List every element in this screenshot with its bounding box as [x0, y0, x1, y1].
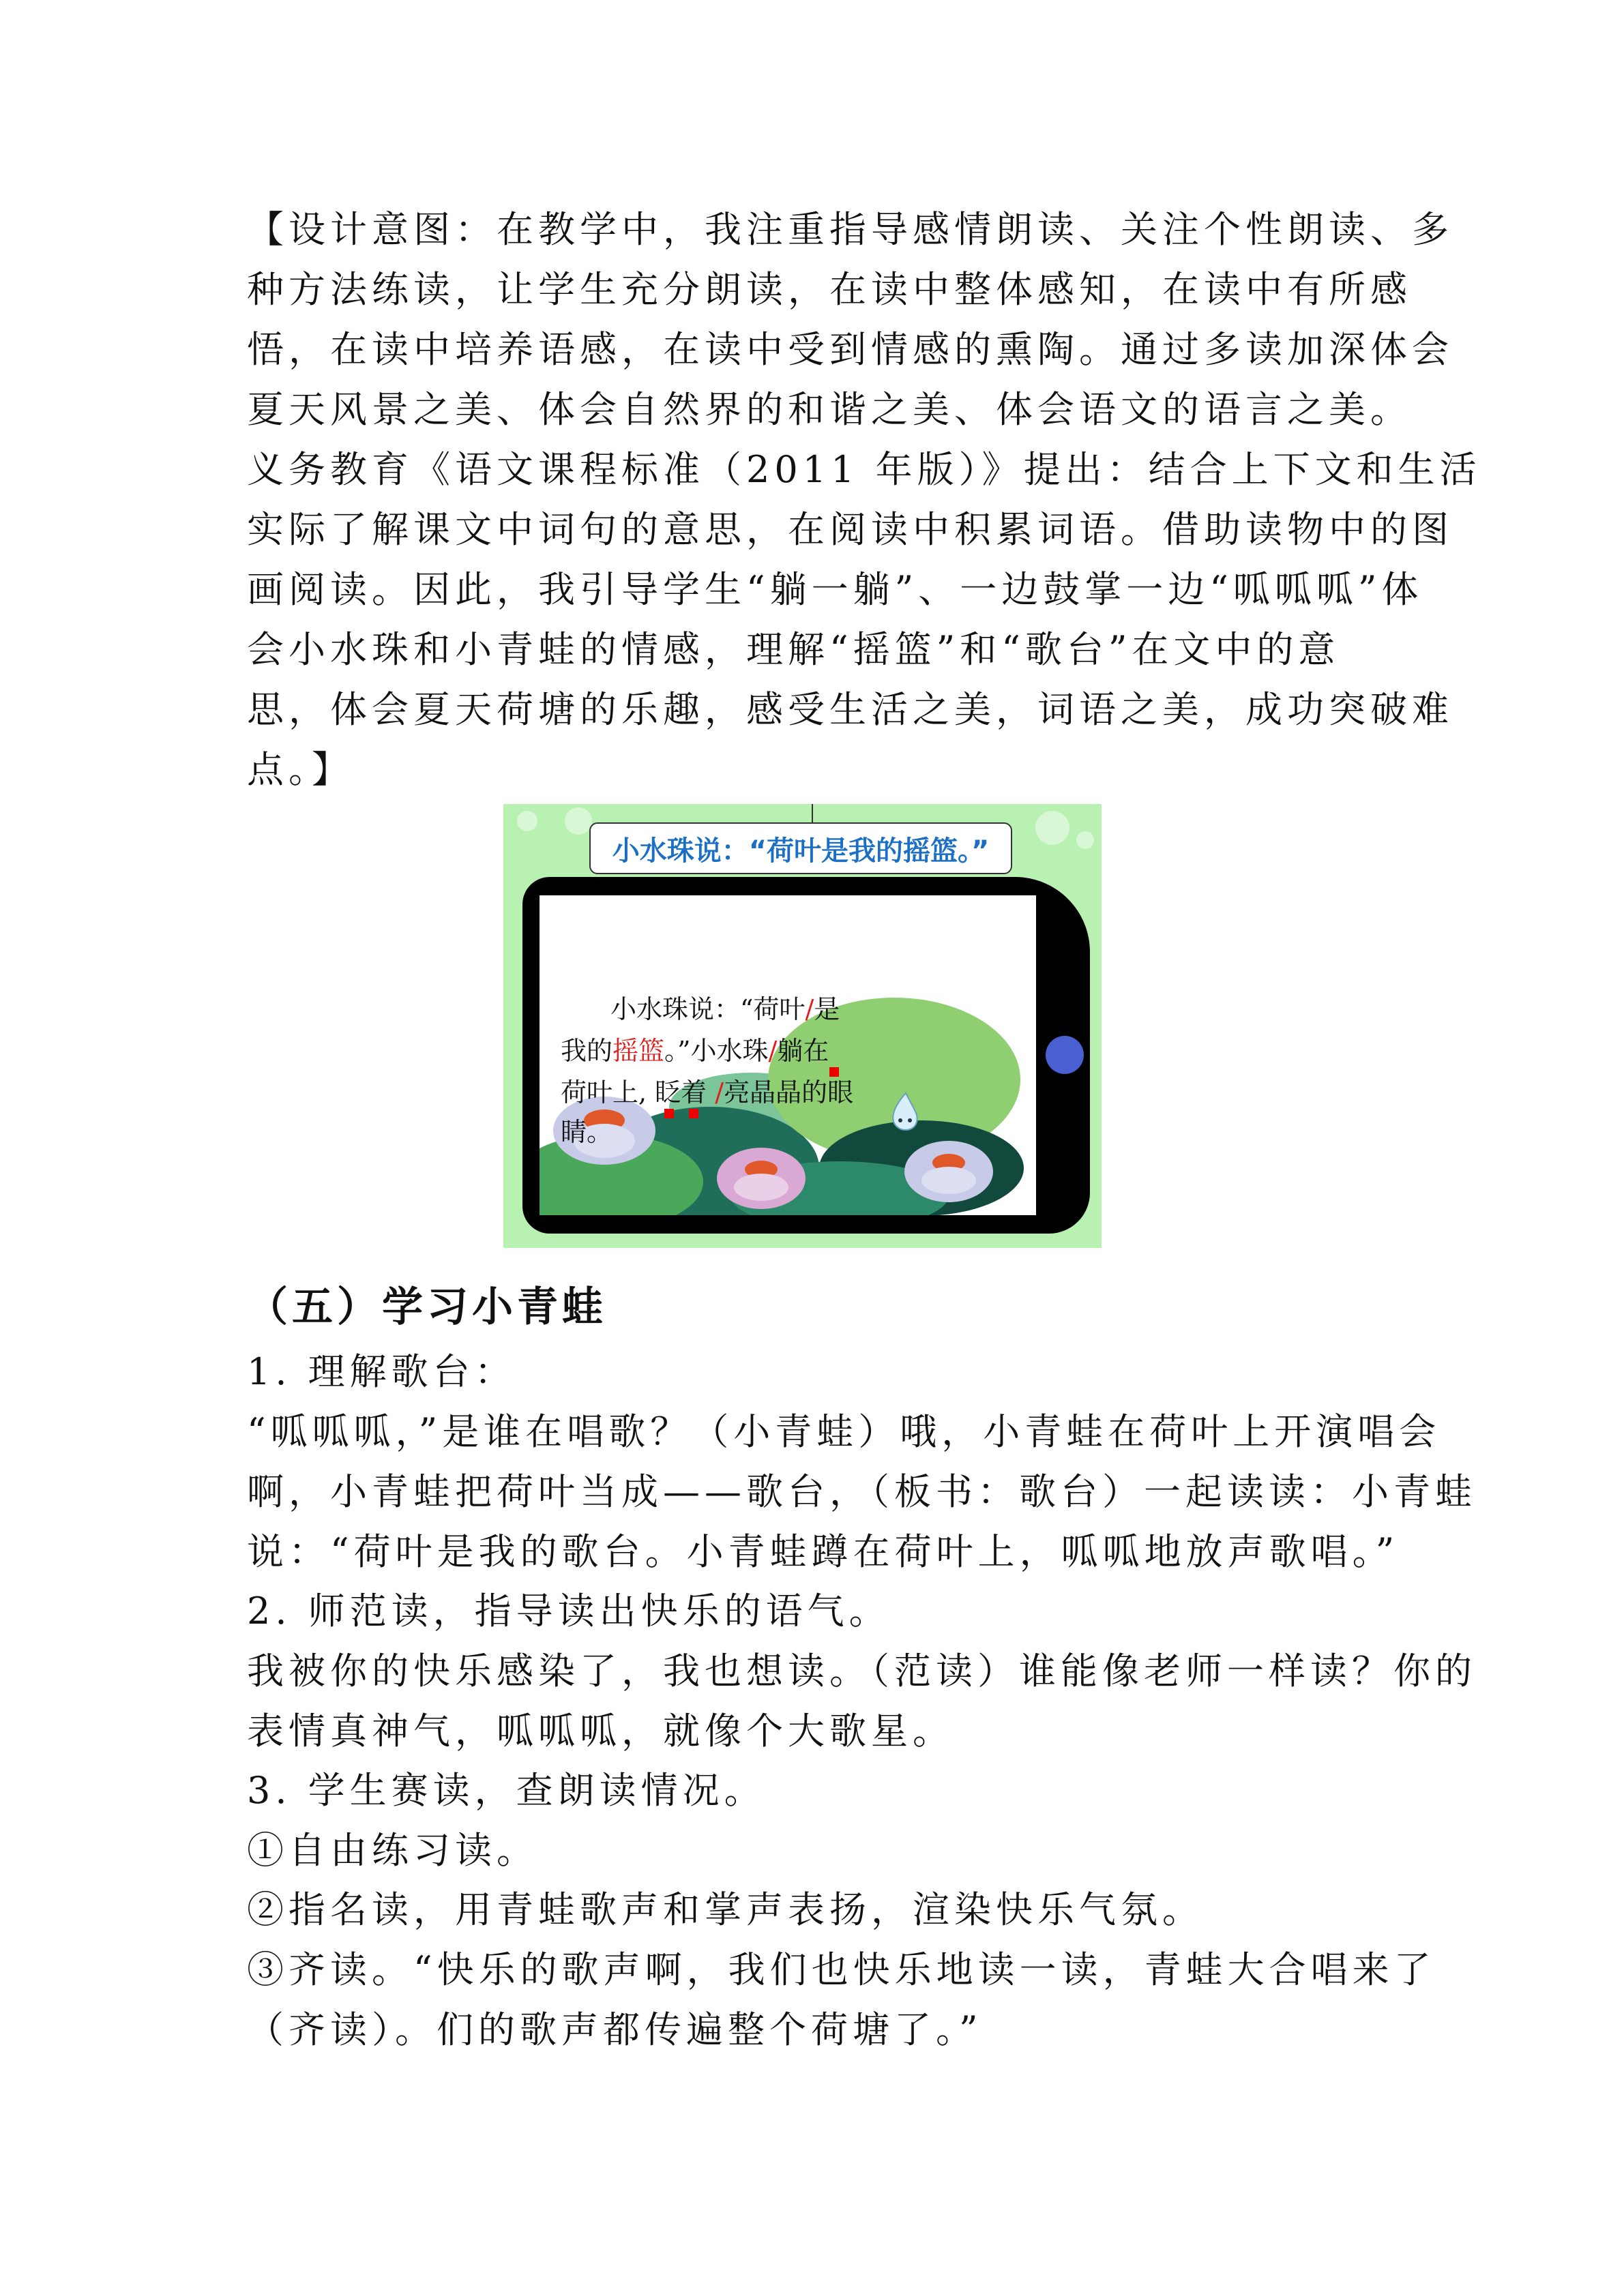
text-line: 会小水珠和小青蛙的情感，理解“摇篮”和“歌台”在文中的意 — [247, 628, 1340, 671]
text-line: 3. 学生赛读，查朗读情况。 — [247, 1769, 766, 1812]
bubble-decoration — [1035, 811, 1069, 845]
slide-image — [503, 804, 1102, 1248]
slide-text-line — [610, 992, 840, 1026]
slide-text-line: 睛。 — [561, 1117, 613, 1147]
slide-title-box — [589, 822, 1012, 874]
text-line: 画阅读。因此，我引导学生“躺一躺”、一边鼓掌一边“呱呱呱”体 — [247, 568, 1423, 611]
text-line: 种方法练读，让学生充分朗读，在读中整体感知，在读中有所感 — [247, 268, 1412, 311]
text-line: ②指名读，用青蛙歌声和掌声表扬，渲染快乐气氛。 — [247, 1888, 1204, 1931]
slide-title: 小水珠说：“荷叶是我的摇篮。” — [612, 835, 990, 867]
text-line: ①自由练习读。 — [247, 1829, 538, 1872]
text-line: 啊，小青蛙把荷叶当成——歌台，（板书：歌台）一起读读：小青蛙 — [247, 1470, 1477, 1513]
text-line: 实际了解课文中词句的意思，在阅读中积累词语。借助读物中的图 — [247, 508, 1453, 551]
text-line: （齐读）。们的歌声都传遍整个荷塘了。” — [247, 2008, 983, 2051]
pause-mark: / — [768, 1036, 778, 1066]
text-line: 思，体会夏天荷塘的乐趣，感受生活之美，词语之美，成功突破难 — [247, 688, 1453, 731]
slide-text-line — [561, 1075, 853, 1109]
slide-text: 荷叶上, 眨着 — [561, 1077, 715, 1107]
text-line: 说：“荷叶是我的歌台。小青蛙蹲在荷叶上，呱呱地放声歌唱。” — [247, 1530, 1400, 1573]
text-line: 悟，在读中培养语感，在读中受到情感的熏陶。通过多读加深体会 — [247, 328, 1453, 371]
slide-text: 躺在 — [777, 1036, 829, 1066]
bubble-decoration — [517, 811, 537, 831]
bubble-decoration — [565, 807, 592, 835]
section-heading: （五）学习小青蛙 — [247, 1283, 607, 1331]
slide-text-line — [561, 1034, 829, 1068]
text-line: 1. 理解歌台： — [247, 1350, 516, 1393]
text-line: 2. 师范读，指导读出快乐的语气。 — [247, 1590, 891, 1632]
stress-dot — [664, 1109, 674, 1118]
text-line: 【设计意图：在教学中，我注重指导感情朗读、关注个性朗读、多 — [247, 208, 1453, 251]
text-line: “呱呱呱，”是谁在唱歌？（小青蛙）哦，小青蛙在荷叶上开演唱会 — [247, 1410, 1441, 1453]
stress-dot — [689, 1109, 698, 1118]
slide-text: 亮晶晶的眼 — [724, 1077, 854, 1107]
pause-mark: / — [805, 994, 814, 1024]
lotus-flower — [717, 1148, 806, 1209]
lotus-flower — [904, 1141, 993, 1202]
text-line: 夏天风景之美、体会自然界的和谐之美、体会语文的语言之美。 — [247, 388, 1412, 431]
stress-dot — [829, 1067, 839, 1077]
text-line: 表情真神气，呱呱呱，就像个大歌星。 — [247, 1710, 954, 1753]
slide-text: 是 — [814, 994, 840, 1024]
tablet-screen — [540, 895, 1036, 1215]
pause-mark: / — [715, 1077, 724, 1107]
slide-text: 我的 — [561, 1036, 613, 1066]
highlighted-word: 摇篮 — [612, 1036, 665, 1066]
connector-line — [812, 804, 813, 822]
slide-text: 小水珠说：“荷叶 — [610, 994, 806, 1024]
slide-text: 。”小水珠 — [664, 1036, 769, 1066]
text-line: 点。】 — [247, 748, 353, 791]
home-button-icon — [1046, 1036, 1084, 1074]
bubble-decoration — [1076, 831, 1094, 849]
text-line: ③齐读。“快乐的歌声啊，我们也快乐地读一读，青蛙大合唱来了 — [247, 1948, 1436, 1991]
text-line: 我被你的快乐感染了，我也想读。（范读）谁能像老师一样读？你的 — [247, 1650, 1477, 1693]
text-line: 义务教育《语文课程标准（2011 年版）》提出：结合上下文和生活 — [247, 448, 1481, 491]
